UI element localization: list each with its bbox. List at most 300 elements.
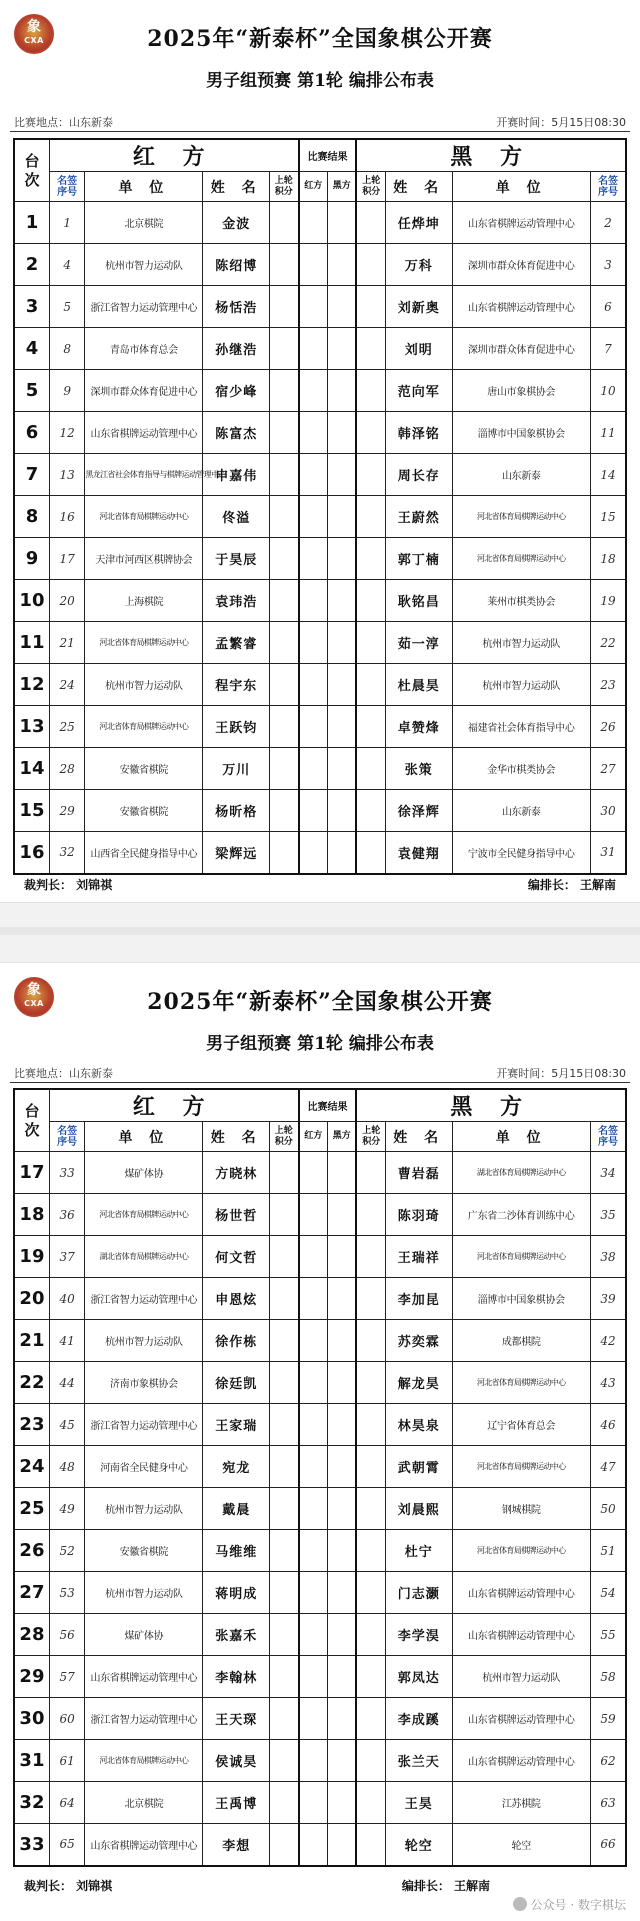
red-player-name: 蒋明成 — [203, 1572, 270, 1614]
result-black — [327, 622, 356, 664]
red-unit: 山东省棋牌运动管理中心 — [85, 1656, 203, 1698]
black-player-name: 郭凤达 — [385, 1656, 452, 1698]
red-seq-number: 1 — [49, 202, 84, 244]
black-unit: 杭州市智力运动队 — [452, 664, 590, 706]
black-unit: 福建省社会体育指导中心 — [452, 706, 590, 748]
black-prev-score — [356, 1530, 385, 1572]
header-result-black: 黑方 — [327, 172, 356, 202]
referee-label: 裁判长： 刘锦祺 — [24, 1879, 113, 1893]
pairing-row — [14, 1362, 626, 1404]
header-board: 台 次 — [14, 1089, 49, 1152]
board-number: 4 — [14, 328, 49, 370]
black-unit: 河北省体育局棋牌运动中心 — [452, 1446, 590, 1488]
red-player-name: 陈绍博 — [203, 244, 270, 286]
black-seq-number: 59 — [590, 1698, 626, 1740]
referee-label: 裁判长： 刘锦祺 — [24, 878, 113, 892]
black-prev-score — [356, 1782, 385, 1824]
result-red — [299, 1194, 328, 1236]
red-unit: 上海棋院 — [85, 580, 203, 622]
red-unit: 黑龙江省社会体育指导与棋牌运动管理中心 — [85, 454, 203, 496]
result-red — [299, 664, 328, 706]
board-number: 9 — [14, 538, 49, 580]
red-unit: 煤矿体协 — [85, 1152, 203, 1194]
red-unit: 煤矿体协 — [85, 1614, 203, 1656]
red-seq-number: 64 — [49, 1782, 84, 1824]
result-red — [299, 1530, 328, 1572]
red-player-name: 徐廷凯 — [203, 1362, 270, 1404]
pairing-row — [14, 1782, 626, 1824]
board-number: 32 — [14, 1782, 49, 1824]
result-red — [299, 370, 328, 412]
board-number: 1 — [14, 202, 49, 244]
black-seq-number: 63 — [590, 1782, 626, 1824]
black-prev-score — [356, 1614, 385, 1656]
result-black — [327, 1320, 356, 1362]
red-unit: 安徽省棋院 — [85, 790, 203, 832]
red-player-name: 金波 — [203, 202, 270, 244]
black-prev-score — [356, 1152, 385, 1194]
pairing-row — [14, 664, 626, 706]
red-player-name: 于昊辰 — [203, 538, 270, 580]
board-number: 13 — [14, 706, 49, 748]
red-unit: 杭州市智力运动队 — [85, 1572, 203, 1614]
board-number: 10 — [14, 580, 49, 622]
header-black-prev: 上轮 积分 — [356, 1122, 385, 1152]
red-unit: 河北省体育局棋牌运动中心 — [85, 622, 203, 664]
result-red — [299, 1320, 328, 1362]
result-black — [327, 1698, 356, 1740]
black-prev-score — [356, 1404, 385, 1446]
page-title: 2025年“新泰杯”全国象棋公开赛 — [147, 26, 493, 52]
black-player-name: 任烨坤 — [385, 202, 452, 244]
header-black-prev: 上轮 积分 — [356, 172, 385, 202]
red-prev-score — [269, 1152, 298, 1194]
black-prev-score — [356, 1656, 385, 1698]
header-black-side: 黑 方 — [356, 1089, 626, 1122]
red-player-name: 王禹博 — [203, 1782, 270, 1824]
red-seq-number: 29 — [49, 790, 84, 832]
black-unit: 淄博市中国象棋协会 — [452, 412, 590, 454]
red-player-name: 戴晨 — [203, 1488, 270, 1530]
result-black — [327, 496, 356, 538]
black-unit: 山东省棋牌运动管理中心 — [452, 286, 590, 328]
red-unit: 济南市象棋协会 — [85, 1362, 203, 1404]
pairing-row — [14, 1488, 626, 1530]
red-prev-score — [269, 1446, 298, 1488]
result-black — [327, 370, 356, 412]
pairing-row — [14, 1698, 626, 1740]
black-seq-number: 26 — [590, 706, 626, 748]
red-player-name: 申嘉伟 — [203, 454, 270, 496]
page-subtitle: 男子组预赛 第1轮 编排公布表 — [206, 1034, 434, 1054]
result-red — [299, 496, 328, 538]
black-unit: 河北省体育局棋牌运动中心 — [452, 1530, 590, 1572]
red-player-name: 李想 — [203, 1824, 270, 1866]
header-result-black: 黑方 — [327, 1122, 356, 1152]
black-prev-score — [356, 328, 385, 370]
black-seq-number: 62 — [590, 1740, 626, 1782]
result-black — [327, 1446, 356, 1488]
red-unit: 河北省体育局棋牌运动中心 — [85, 496, 203, 538]
red-player-name: 孟繁睿 — [203, 622, 270, 664]
pairing-row — [14, 1530, 626, 1572]
black-seq-number: 39 — [590, 1278, 626, 1320]
black-player-name: 卓赞烽 — [385, 706, 452, 748]
black-unit: 莱州市棋类协会 — [452, 580, 590, 622]
red-prev-score — [269, 202, 298, 244]
red-prev-score — [269, 580, 298, 622]
pairing-row — [14, 1656, 626, 1698]
black-prev-score — [356, 706, 385, 748]
black-player-name: 李学淏 — [385, 1614, 452, 1656]
red-unit: 山东省棋牌运动管理中心 — [85, 1824, 203, 1866]
result-black — [327, 538, 356, 580]
pairing-row — [14, 1446, 626, 1488]
start-time-label: 开赛时间：5月15日08:30 — [496, 116, 626, 129]
page-title: 2025年“新泰杯”全国象棋公开赛 — [147, 989, 493, 1015]
header-result: 比赛结果 — [299, 1089, 357, 1122]
red-unit: 安徽省棋院 — [85, 1530, 203, 1572]
red-prev-score — [269, 706, 298, 748]
black-seq-number: 23 — [590, 664, 626, 706]
result-red — [299, 706, 328, 748]
red-seq-number: 9 — [49, 370, 84, 412]
red-player-name: 袁玮浩 — [203, 580, 270, 622]
result-black — [327, 1278, 356, 1320]
red-prev-score — [269, 622, 298, 664]
black-prev-score — [356, 1362, 385, 1404]
black-seq-number: 35 — [590, 1194, 626, 1236]
red-unit: 河北省体育局棋牌运动中心 — [85, 1740, 203, 1782]
result-black — [327, 1236, 356, 1278]
header-black-seq: 名签 序号 — [590, 172, 626, 202]
header-black-seq: 名签 序号 — [590, 1122, 626, 1152]
black-unit: 唐山市象棋协会 — [452, 370, 590, 412]
black-unit: 山东省棋牌运动管理中心 — [452, 1572, 590, 1614]
black-prev-score — [356, 1278, 385, 1320]
pairing-row — [14, 748, 626, 790]
black-prev-score — [356, 1698, 385, 1740]
red-prev-score — [269, 328, 298, 370]
red-prev-score — [269, 286, 298, 328]
black-unit: 宁波市全民健身指导中心 — [452, 832, 590, 874]
board-number: 6 — [14, 412, 49, 454]
red-seq-number: 16 — [49, 496, 84, 538]
result-red — [299, 1152, 328, 1194]
black-player-name: 刘明 — [385, 328, 452, 370]
black-seq-number: 15 — [590, 496, 626, 538]
black-player-name: 茹一淳 — [385, 622, 452, 664]
red-prev-score — [269, 1530, 298, 1572]
black-unit: 淄博市中国象棋协会 — [452, 1278, 590, 1320]
red-prev-score — [269, 1404, 298, 1446]
black-prev-score — [356, 1236, 385, 1278]
black-player-name: 解龙昊 — [385, 1362, 452, 1404]
red-player-name: 张嘉禾 — [203, 1614, 270, 1656]
wechat-icon — [513, 1897, 527, 1911]
pairing-row — [14, 832, 626, 874]
red-prev-score — [269, 1782, 298, 1824]
result-black — [327, 1404, 356, 1446]
black-player-name: 门志灏 — [385, 1572, 452, 1614]
black-player-name: 郭丁楠 — [385, 538, 452, 580]
result-red — [299, 1740, 328, 1782]
black-unit: 杭州市智力运动队 — [452, 1656, 590, 1698]
black-prev-score — [356, 454, 385, 496]
black-prev-score — [356, 496, 385, 538]
red-seq-number: 21 — [49, 622, 84, 664]
pairing-row — [14, 622, 626, 664]
board-number: 16 — [14, 832, 49, 874]
black-seq-number: 55 — [590, 1614, 626, 1656]
black-player-name: 杜晨昊 — [385, 664, 452, 706]
pairing-table — [13, 1088, 627, 1867]
pairing-row — [14, 1236, 626, 1278]
red-player-name: 马维维 — [203, 1530, 270, 1572]
red-seq-number: 57 — [49, 1656, 84, 1698]
result-red — [299, 202, 328, 244]
black-seq-number: 2 — [590, 202, 626, 244]
venue-label: 比赛地点：山东新泰 — [14, 116, 113, 129]
result-black — [327, 1740, 356, 1782]
red-player-name: 佟溢 — [203, 496, 270, 538]
red-prev-score — [269, 1698, 298, 1740]
black-prev-score — [356, 832, 385, 874]
black-player-name: 刘晨熙 — [385, 1488, 452, 1530]
black-seq-number: 6 — [590, 286, 626, 328]
board-number: 11 — [14, 622, 49, 664]
red-prev-score — [269, 1614, 298, 1656]
black-unit: 山东省棋牌运动管理中心 — [452, 1740, 590, 1782]
pairing-row — [14, 1614, 626, 1656]
black-player-name: 刘新奥 — [385, 286, 452, 328]
result-red — [299, 1824, 328, 1866]
black-unit: 河北省体育局棋牌运动中心 — [452, 496, 590, 538]
red-prev-score — [269, 1488, 298, 1530]
black-unit: 山东省棋牌运动管理中心 — [452, 1614, 590, 1656]
result-red — [299, 622, 328, 664]
black-unit: 河北省体育局棋牌运动中心 — [452, 1362, 590, 1404]
result-red — [299, 748, 328, 790]
black-seq-number: 18 — [590, 538, 626, 580]
arranger-label: 编排长： 王解南 — [401, 1879, 490, 1893]
pairing-row — [14, 1404, 626, 1446]
black-player-name: 苏奕霖 — [385, 1320, 452, 1362]
red-prev-score — [269, 244, 298, 286]
red-prev-score — [269, 1740, 298, 1782]
red-seq-number: 40 — [49, 1278, 84, 1320]
board-number: 20 — [14, 1278, 49, 1320]
header-board: 台 次 — [14, 139, 49, 202]
red-player-name: 宿少峰 — [203, 370, 270, 412]
result-black — [327, 1782, 356, 1824]
result-red — [299, 580, 328, 622]
black-player-name: 陈羽琦 — [385, 1194, 452, 1236]
red-seq-number: 25 — [49, 706, 84, 748]
red-prev-score — [269, 370, 298, 412]
black-player-name: 张策 — [385, 748, 452, 790]
red-player-name: 侯诚昊 — [203, 1740, 270, 1782]
result-red — [299, 538, 328, 580]
header-red-unit: 单 位 — [85, 172, 203, 202]
board-number: 19 — [14, 1236, 49, 1278]
red-unit: 深圳市群众体育促进中心 — [85, 370, 203, 412]
result-red — [299, 1362, 328, 1404]
pairing-table — [13, 138, 627, 875]
result-black — [327, 580, 356, 622]
red-prev-score — [269, 664, 298, 706]
black-seq-number: 22 — [590, 622, 626, 664]
black-seq-number: 42 — [590, 1320, 626, 1362]
red-player-name: 孙继浩 — [203, 328, 270, 370]
red-player-name: 杨世哲 — [203, 1194, 270, 1236]
board-number: 33 — [14, 1824, 49, 1866]
red-unit: 杭州市智力运动队 — [85, 244, 203, 286]
red-player-name: 宛龙 — [203, 1446, 270, 1488]
black-prev-score — [356, 1740, 385, 1782]
black-unit: 深圳市群众体育促进中心 — [452, 244, 590, 286]
black-player-name: 周长存 — [385, 454, 452, 496]
red-seq-number: 49 — [49, 1488, 84, 1530]
pairing-row — [14, 286, 626, 328]
red-unit: 河北省体育局棋牌运动中心 — [85, 1194, 203, 1236]
pairing-rows — [14, 1152, 626, 1866]
black-prev-score — [356, 1194, 385, 1236]
red-player-name: 李翰林 — [203, 1656, 270, 1698]
red-unit: 杭州市智力运动队 — [85, 1488, 203, 1530]
black-seq-number: 46 — [590, 1404, 626, 1446]
black-prev-score — [356, 790, 385, 832]
board-number: 22 — [14, 1362, 49, 1404]
red-unit: 北京棋院 — [85, 202, 203, 244]
red-unit: 浙江省智力运动管理中心 — [85, 1278, 203, 1320]
header-red-seq: 名签 序号 — [49, 172, 84, 202]
red-seq-number: 33 — [49, 1152, 84, 1194]
red-prev-score — [269, 454, 298, 496]
board-number: 8 — [14, 496, 49, 538]
pairing-row — [14, 1152, 626, 1194]
board-number: 29 — [14, 1656, 49, 1698]
black-seq-number: 47 — [590, 1446, 626, 1488]
result-red — [299, 1698, 328, 1740]
result-black — [327, 328, 356, 370]
pairing-sheet-2 — [0, 963, 640, 1921]
result-red — [299, 286, 328, 328]
red-seq-number: 45 — [49, 1404, 84, 1446]
board-number: 27 — [14, 1572, 49, 1614]
black-seq-number: 19 — [590, 580, 626, 622]
result-black — [327, 706, 356, 748]
black-player-name: 曹岩磊 — [385, 1152, 452, 1194]
black-player-name: 张兰天 — [385, 1740, 452, 1782]
black-prev-score — [356, 370, 385, 412]
result-red — [299, 454, 328, 496]
red-seq-number: 60 — [49, 1698, 84, 1740]
result-black — [327, 1614, 356, 1656]
red-player-name: 王天琛 — [203, 1698, 270, 1740]
red-seq-number: 13 — [49, 454, 84, 496]
red-seq-number: 8 — [49, 328, 84, 370]
black-unit: 钢城棋院 — [452, 1488, 590, 1530]
black-seq-number: 7 — [590, 328, 626, 370]
board-number: 15 — [14, 790, 49, 832]
black-seq-number: 66 — [590, 1824, 626, 1866]
pairing-row — [14, 328, 626, 370]
result-red — [299, 1488, 328, 1530]
header-black-unit: 单 位 — [452, 1122, 590, 1152]
red-seq-number: 56 — [49, 1614, 84, 1656]
red-player-name: 陈富杰 — [203, 412, 270, 454]
pairing-row — [14, 1572, 626, 1614]
black-seq-number: 43 — [590, 1362, 626, 1404]
board-number: 25 — [14, 1488, 49, 1530]
pairing-row — [14, 538, 626, 580]
arranger-label: 编排长： 王解南 — [527, 878, 616, 892]
result-black — [327, 1152, 356, 1194]
black-unit: 山东省棋牌运动管理中心 — [452, 202, 590, 244]
header-red-name: 姓 名 — [203, 1122, 270, 1152]
red-unit: 浙江省智力运动管理中心 — [85, 286, 203, 328]
red-prev-score — [269, 538, 298, 580]
header-black-unit: 单 位 — [452, 172, 590, 202]
result-red — [299, 1614, 328, 1656]
result-black — [327, 748, 356, 790]
pairing-row — [14, 496, 626, 538]
black-player-name: 杜宁 — [385, 1530, 452, 1572]
red-unit: 浙江省智力运动管理中心 — [85, 1404, 203, 1446]
red-seq-number: 12 — [49, 412, 84, 454]
red-player-name: 方晓林 — [203, 1152, 270, 1194]
black-seq-number: 50 — [590, 1488, 626, 1530]
red-unit: 山西省全民健身指导中心 — [85, 832, 203, 874]
black-prev-score — [356, 286, 385, 328]
red-player-name: 王家瑞 — [203, 1404, 270, 1446]
pairing-row — [14, 370, 626, 412]
black-player-name: 王蔚然 — [385, 496, 452, 538]
black-player-name: 耿铭昌 — [385, 580, 452, 622]
header-red-name: 姓 名 — [203, 172, 270, 202]
result-black — [327, 454, 356, 496]
pairing-row — [14, 412, 626, 454]
red-unit: 青岛市体育总会 — [85, 328, 203, 370]
black-unit: 河北省体育局棋牌运动中心 — [452, 538, 590, 580]
header-result: 比赛结果 — [299, 139, 357, 172]
red-prev-score — [269, 1320, 298, 1362]
black-unit: 河北省体育局棋牌运动中心 — [452, 1236, 590, 1278]
black-unit: 成都棋院 — [452, 1320, 590, 1362]
red-prev-score — [269, 748, 298, 790]
red-seq-number: 48 — [49, 1446, 84, 1488]
result-black — [327, 244, 356, 286]
cxa-logo: 象 CXA — [14, 14, 54, 54]
pairing-row — [14, 1194, 626, 1236]
result-red — [299, 1656, 328, 1698]
red-unit: 杭州市智力运动队 — [85, 1320, 203, 1362]
red-unit: 北京棋院 — [85, 1782, 203, 1824]
divider — [10, 131, 630, 132]
pairing-row — [14, 1278, 626, 1320]
board-number: 5 — [14, 370, 49, 412]
red-seq-number: 65 — [49, 1824, 84, 1866]
black-prev-score — [356, 1320, 385, 1362]
red-seq-number: 53 — [49, 1572, 84, 1614]
board-number: 7 — [14, 454, 49, 496]
red-seq-number: 44 — [49, 1362, 84, 1404]
header-black-name: 姓 名 — [385, 1122, 452, 1152]
black-seq-number: 14 — [590, 454, 626, 496]
black-prev-score — [356, 1446, 385, 1488]
red-player-name: 杨昕格 — [203, 790, 270, 832]
